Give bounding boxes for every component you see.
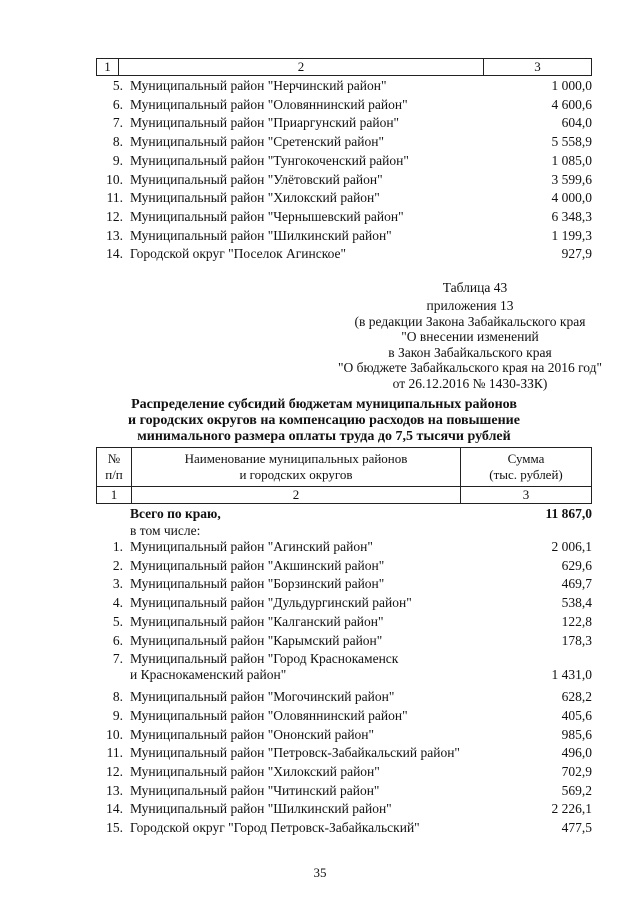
row-number: 12. bbox=[106, 764, 123, 779]
table-row bbox=[0, 76, 640, 95]
table-row bbox=[0, 781, 640, 800]
page-number: 35 bbox=[313, 865, 327, 880]
attachment-line: "О бюджете Забайкальского края на 2016 год" bbox=[337, 360, 603, 376]
total-value: 11 867,0 bbox=[545, 506, 592, 521]
row-number: 13. bbox=[106, 782, 123, 798]
col-2-number: 2 bbox=[119, 59, 484, 76]
header-sum-cell bbox=[461, 448, 592, 487]
row-name: Муниципальный район "Сретенский район" bbox=[130, 134, 384, 150]
document-title-line: минимального размера оплаты труда до 7,5 тысячи рублей bbox=[137, 429, 511, 444]
row-number: 11. bbox=[106, 190, 123, 206]
row-name-continuation: и Краснокаменский район" bbox=[130, 667, 287, 683]
header-number-line: п/п bbox=[105, 467, 123, 482]
row-name: Муниципальный район "Оловяннинский район" bbox=[130, 707, 408, 723]
table-row bbox=[0, 244, 640, 263]
table-number: Таблица 43 bbox=[442, 280, 508, 295]
row-value: 405,6 bbox=[561, 707, 592, 723]
row-value: 469,7 bbox=[561, 576, 592, 592]
row-name: Муниципальный район "Агинский район" bbox=[130, 539, 373, 554]
row-value: 702,9 bbox=[561, 764, 592, 779]
col-3-number: 3 bbox=[484, 59, 592, 76]
table-row bbox=[0, 151, 640, 170]
row-name: Муниципальный район "Могочинский район" bbox=[130, 689, 395, 705]
attachment-line: приложения 13 bbox=[426, 298, 514, 313]
attachment-line: в Закон Забайкальского края bbox=[388, 344, 552, 360]
attachment-note bbox=[320, 298, 620, 392]
total-label: Всего по краю, bbox=[130, 506, 221, 521]
table-row bbox=[0, 188, 640, 207]
row-number: 13. bbox=[106, 227, 123, 243]
row-value: 4 600,6 bbox=[551, 96, 592, 112]
table-row bbox=[0, 207, 640, 226]
table-row bbox=[0, 593, 640, 612]
attachment-line: от 26.12.2016 № 1430-ЗЗК) bbox=[392, 375, 548, 391]
row-value: 1 000,0 bbox=[551, 78, 592, 93]
table-row bbox=[0, 113, 640, 132]
row-number: 2. bbox=[112, 557, 123, 573]
row-name: Муниципальный район "Приаргунский район" bbox=[130, 115, 400, 131]
row-number: 4. bbox=[112, 595, 123, 611]
row-name: Муниципальный район "Хилокский район" bbox=[130, 190, 380, 206]
row-value: 2 226,1 bbox=[551, 801, 592, 817]
col-2-number: 2 bbox=[132, 487, 461, 504]
table-row bbox=[0, 799, 640, 818]
row-name: Муниципальный район "Хилокский район" bbox=[130, 764, 380, 779]
row-name: Муниципальный район "Город Краснокаменск bbox=[130, 651, 399, 667]
row-value: 2 006,1 bbox=[551, 539, 592, 554]
header-number-line: № bbox=[107, 451, 121, 466]
row-number: 9. bbox=[112, 152, 123, 168]
row-name: Муниципальный район "Чернышевский район" bbox=[130, 208, 404, 224]
table-row bbox=[0, 537, 640, 556]
table-row bbox=[0, 649, 640, 687]
table-row bbox=[0, 226, 640, 245]
header-name-line: и городских округов bbox=[239, 467, 353, 482]
row-name: Муниципальный район "Калганский район" bbox=[130, 613, 384, 629]
col-1-number: 1 bbox=[97, 487, 132, 504]
row-number: 5. bbox=[112, 613, 123, 629]
row-number: 9. bbox=[112, 707, 123, 723]
row-name: Муниципальный район "Читинский район" bbox=[130, 782, 380, 798]
row-value: 628,2 bbox=[561, 689, 592, 705]
including-label: в том числе: bbox=[130, 523, 201, 538]
document-title-line: и городских округов на компенсацию расходов на повышение bbox=[128, 413, 520, 428]
col-1-number: 1 bbox=[97, 59, 119, 76]
row-number: 6. bbox=[112, 96, 123, 112]
table-row bbox=[0, 725, 640, 744]
row-name: Муниципальный район "Шилкинский район" bbox=[130, 227, 392, 243]
header-number-cell bbox=[97, 448, 132, 487]
table-row bbox=[0, 743, 640, 762]
row-value: 604,0 bbox=[561, 115, 592, 131]
row-value: 122,8 bbox=[561, 613, 592, 629]
row-number: 8. bbox=[112, 134, 123, 150]
row-number: 14. bbox=[106, 801, 123, 817]
row-value: 1 085,0 bbox=[551, 152, 592, 168]
row-value: 496,0 bbox=[561, 745, 592, 761]
col-3-number: 3 bbox=[461, 487, 592, 504]
document-title-line: Распределение субсидий бюджетам муниципальных районов bbox=[131, 397, 517, 412]
row-value: 4 000,0 bbox=[551, 190, 592, 206]
table-row bbox=[0, 170, 640, 189]
row-name: Муниципальный район "Карымский район" bbox=[130, 632, 383, 648]
row-number: 6. bbox=[112, 632, 123, 648]
row-value: 477,5 bbox=[561, 820, 592, 836]
table-row bbox=[0, 132, 640, 151]
header-name-cell bbox=[132, 448, 461, 487]
row-number: 7. bbox=[112, 115, 123, 131]
header-sum-line: Сумма bbox=[507, 451, 545, 466]
row-number: 10. bbox=[106, 726, 123, 742]
row-number: 12. bbox=[106, 208, 123, 224]
row-number: 5. bbox=[112, 78, 123, 93]
attachment-line: "О внесении изменений bbox=[401, 329, 539, 345]
row-value: 178,3 bbox=[561, 632, 592, 648]
row-value: 538,4 bbox=[561, 595, 592, 611]
row-number: 1. bbox=[112, 539, 123, 554]
row-number: 14. bbox=[106, 246, 123, 262]
table-row bbox=[0, 612, 640, 631]
row-name: Муниципальный район "Оловяннинский район" bbox=[130, 96, 408, 112]
row-number: 10. bbox=[106, 171, 123, 187]
row-name: Муниципальный район "Нерчинский район" bbox=[130, 78, 387, 93]
table-row bbox=[0, 556, 640, 575]
row-number: 3. bbox=[112, 576, 123, 592]
row-value: 985,6 bbox=[561, 726, 592, 742]
row-name: Муниципальный район "Ононский район" bbox=[130, 726, 375, 742]
row-value: 6 348,3 bbox=[551, 208, 592, 224]
row-name: Муниципальный район "Дульдургинский район" bbox=[130, 595, 412, 611]
row-name: Муниципальный район "Улётовский район" bbox=[130, 171, 383, 187]
row-number: 11. bbox=[106, 745, 123, 761]
table-row bbox=[0, 818, 640, 837]
row-value: 569,2 bbox=[561, 782, 592, 798]
table-row bbox=[0, 631, 640, 650]
header-sum-line: (тыс. рублей) bbox=[489, 467, 563, 482]
table-row bbox=[0, 687, 640, 706]
row-value: 3 599,6 bbox=[551, 171, 592, 187]
main-table-header bbox=[96, 447, 592, 504]
row-name: Городской округ "Поселок Агинское" bbox=[130, 246, 347, 262]
row-name: Муниципальный район "Шилкинский район" bbox=[130, 801, 392, 817]
table-row bbox=[0, 574, 640, 593]
row-number: 15. bbox=[106, 820, 123, 836]
table-row bbox=[0, 706, 640, 725]
row-number: 8. bbox=[112, 689, 123, 705]
row-name: Муниципальный район "Петровск-Забайкальский район" bbox=[130, 745, 460, 761]
table-row bbox=[0, 762, 640, 781]
top-table-header bbox=[96, 58, 592, 76]
table-row bbox=[0, 95, 640, 114]
row-name: Муниципальный район "Акшинский район" bbox=[130, 557, 385, 573]
row-value: 1 199,3 bbox=[551, 227, 592, 243]
header-name-line: Наименование муниципальных районов bbox=[184, 451, 408, 466]
row-name: Муниципальный район "Борзинский район" bbox=[130, 576, 385, 592]
row-value: 629,6 bbox=[561, 557, 592, 573]
row-value: 1 431,0 bbox=[551, 667, 592, 683]
row-value: 5 558,9 bbox=[551, 134, 592, 150]
row-number: 7. bbox=[112, 651, 123, 667]
row-name: Муниципальный район "Тунгокоченский район" bbox=[130, 152, 409, 168]
attachment-line: (в редакции Закона Забайкальского края bbox=[354, 313, 586, 329]
row-value: 927,9 bbox=[561, 246, 592, 262]
row-name: Городской округ "Город Петровск-Забайкальский" bbox=[130, 820, 420, 836]
